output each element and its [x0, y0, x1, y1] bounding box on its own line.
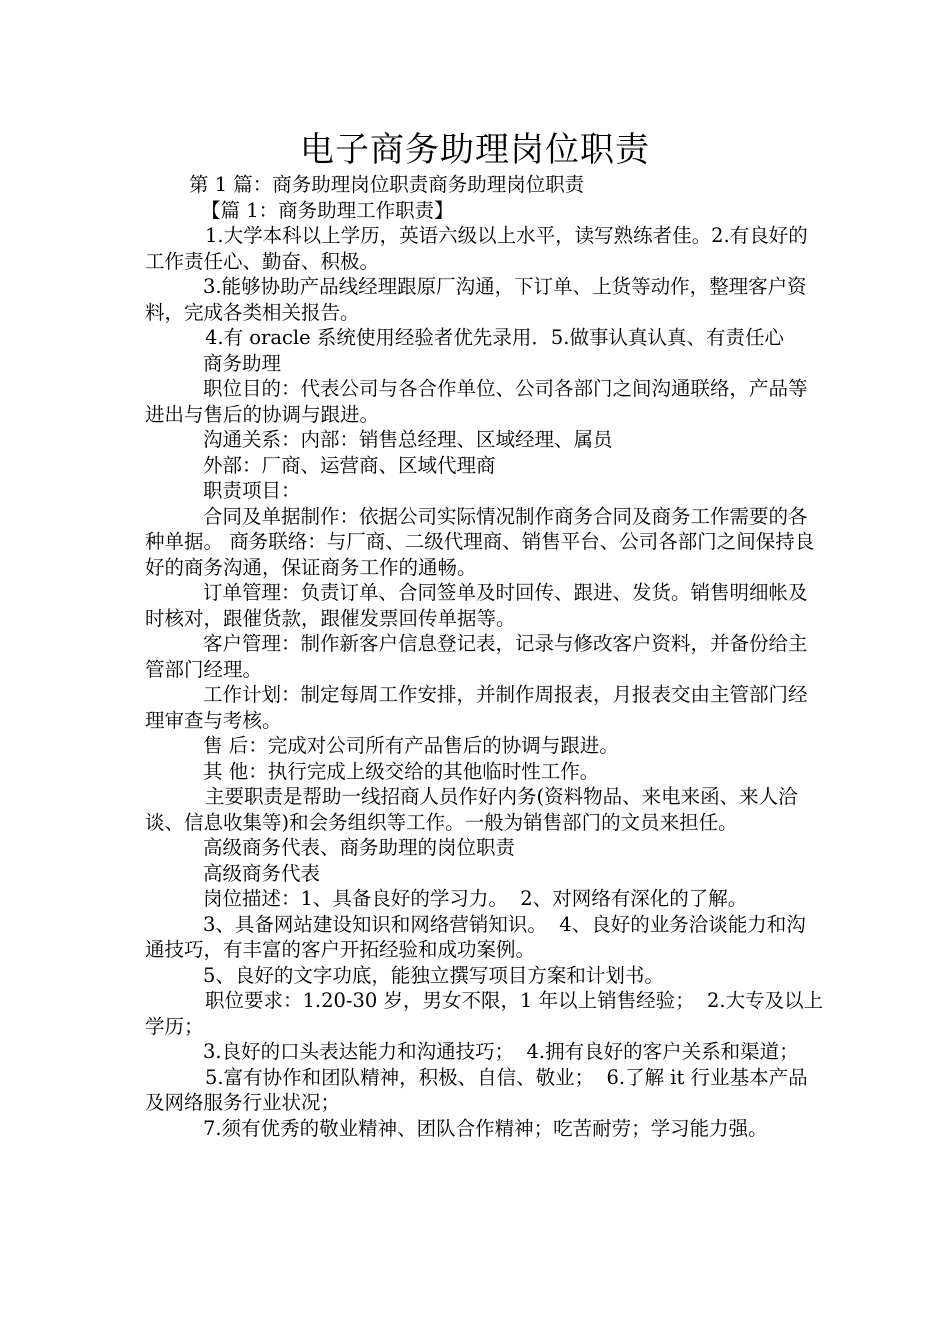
article-heading: 第 1 篇：商务助理岗位职责商务助理岗位职责 [189, 173, 585, 196]
paragraph: 高级商务代表 [203, 861, 321, 885]
paragraph: 高级商务代表、商务助理的岗位职责 [203, 836, 516, 859]
document-title: 电子商务助理岗位职责 [300, 130, 650, 170]
paragraph: 合同及单据制作：依据公司实际情况制作商务合同及商务工作需要的各种单据。 商务联络：与厂商、二级代理商、销售平台、公司各部门之间保持良好的商务沟通，保证商务工作的通畅。 [145, 504, 815, 579]
document-body [145, 172, 825, 1141]
paragraph: 商务助理 [203, 351, 282, 375]
paragraph: 沟通关系：内部：销售总经理、区域经理、属员 [203, 428, 613, 451]
section-heading: 【篇 1：商务助理工作职责】 [201, 198, 454, 222]
paragraph: 其 他：执行完成上级交给的其他临时性工作。 [203, 759, 600, 783]
paragraph: 岗位描述：1、具备良好的学习力。 2、对网络有深化的了解。 [203, 887, 748, 910]
paragraph: 5.富有协作和团队精神，积极、自信、敬业； 6.了解 it 行业基本产品及网络服务行业状况； [145, 1065, 808, 1114]
paragraph: 4.有 oracle 系统使用经验者优先录用．5.做事认真认真、有责任心 [205, 326, 784, 349]
paragraph: 主要职责是帮助一线招商人员作好内务(资料物品、来电来函、来人洽谈、信息收集等)和会务组织等工作。一般为销售部门的文员来担任。 [145, 785, 798, 834]
paragraph: 职责项目： [203, 479, 301, 502]
paragraph: 工作计划：制定每周工作安排，并制作周报表，月报表交由主管部门经理审查与考核。 [145, 683, 808, 732]
paragraph: 售 后：完成对公司所有产品售后的协调与跟进。 [203, 734, 619, 757]
paragraph: 职位目的：代表公司与各合作单位、公司各部门之间沟通联络，产品等进出与售后的协调与跟进。 [145, 377, 808, 426]
paragraph: 外部：厂商、运营商、区域代理商 [203, 453, 496, 477]
paragraph: 订单管理：负责订单、合同签单及时回传、跟进、发货。销售明细帐及时核对，跟催货款，跟催发票回传单据等。 [145, 581, 808, 630]
paragraph: 职位要求：1.20-30 岁，男女不限，1 年以上销售经验； 2.大专及以上学历； [145, 989, 824, 1038]
paragraph: 3.良好的口头表达能力和沟通技巧； 4.拥有良好的客户关系和渠道； [203, 1040, 799, 1063]
paragraph: 1.大学本科以上学历，英语六级以上水平，读写熟练者佳。2.有良好的工作责任心、勤奋、积极。 [145, 224, 808, 273]
paragraph: 3、具备网站建设知识和网络营销知识。 4、良好的业务洽谈能力和沟通技巧，有丰富的客户开拓经验和成功案例。 [145, 912, 806, 961]
paragraph: 5、良好的文字功底，能独立撰写项目方案和计划书。 [203, 963, 664, 987]
paragraph: 客户管理：制作新客户信息登记表，记录与修改客户资料，并备份给主管部门经理。 [145, 632, 808, 681]
paragraph: 3.能够协助产品线经理跟原厂沟通，下订单、上货等动作，整理客户资料，完成各类相关报告。 [145, 275, 807, 324]
paragraph: 7.须有优秀的敬业精神、团队合作精神；吃苦耐劳；学习能力强。 [203, 1116, 768, 1140]
